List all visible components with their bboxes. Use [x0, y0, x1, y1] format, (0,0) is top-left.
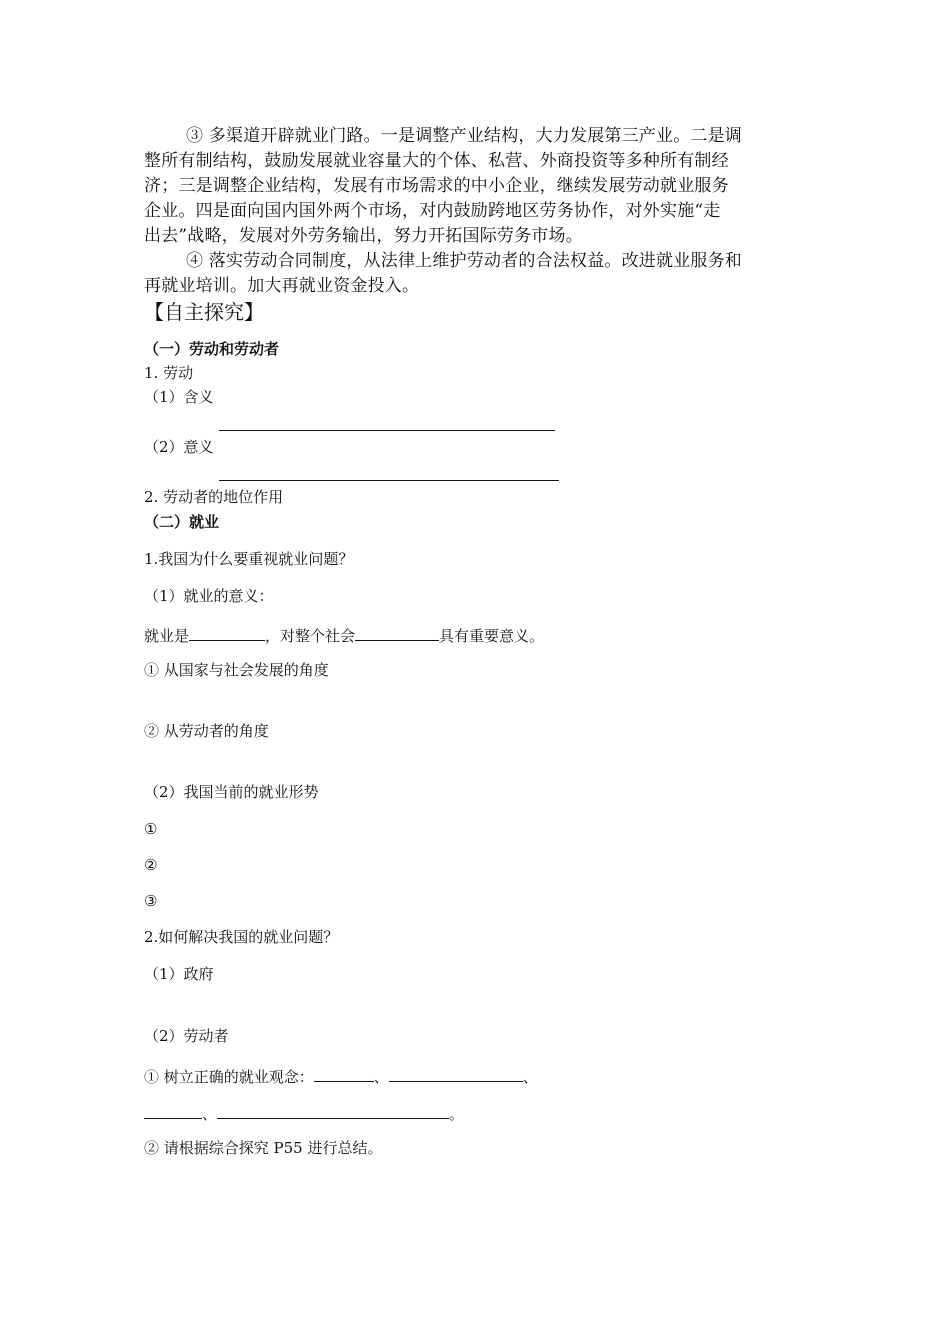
employment-meaning-label: （1）就业的意义：	[144, 587, 274, 605]
employment-concept-line-2	[144, 1104, 464, 1122]
fill-text-a: 就业是	[144, 627, 190, 645]
laborer-label: （2）劳动者	[144, 1027, 229, 1045]
concept-sep-1: 、	[373, 1068, 389, 1086]
section-title: 【自主探究】	[144, 300, 264, 324]
employment-question-2: 2.如何解决我国的就业问题？	[144, 928, 339, 946]
paragraph-4-line-2: 再就业培训。加大再就业资金投入。	[144, 276, 420, 296]
concept-blank-2[interactable]	[389, 1067, 523, 1082]
paragraph-3-line-3: 济；三是调整企业结构，发展有市场需求的中小企业，继续发展劳动就业服务	[144, 176, 729, 196]
paragraph-3-line-4: 企业。四是面向国内国外两个市场，对内鼓励跨地区劳务协作，对外实施“走	[144, 201, 721, 221]
employment-fill-sentence	[144, 626, 544, 644]
paragraph-3-line-2: 整所有制结构，鼓励发展就业容量大的个体、私营、外商投资等多种所有制经	[144, 151, 729, 171]
part-2-title: （二）就业	[144, 513, 220, 531]
government-label: （1）政府	[144, 965, 214, 983]
fill-text-b: ，对整个社会	[265, 627, 356, 645]
employment-concept-line	[144, 1067, 538, 1085]
summary-instruction: ② 请根据综合探究 P55 进行总结。	[144, 1139, 383, 1157]
labor-item: 1. 劳动	[144, 364, 194, 382]
employment-situation-label: （2）我国当前的就业形势	[144, 783, 319, 801]
employment-question-1: 1.我国为什么要重视就业问题？	[144, 550, 354, 568]
part-1-title: （一）劳动和劳动者	[144, 340, 280, 358]
concept-label: ① 树立正确的就业观念：	[144, 1068, 314, 1086]
situation-bullet-3: ③	[144, 892, 158, 910]
laborer-role-item: 2. 劳动者的地位作用	[144, 488, 284, 506]
fill-blank-2[interactable]	[355, 626, 439, 641]
concept-blank-4[interactable]	[217, 1104, 449, 1119]
concept-sep-3: 、	[202, 1105, 218, 1123]
concept-sep-2: 、	[522, 1068, 538, 1086]
significance-answer-line	[219, 480, 559, 481]
labor-significance-label: （2）意义	[144, 438, 214, 456]
angle-national: ① 从国家与社会发展的角度	[144, 661, 329, 679]
concept-end: 。	[449, 1105, 465, 1123]
situation-bullet-1: ①	[144, 820, 158, 838]
meaning-answer-line	[219, 430, 555, 431]
fill-text-c: 具有重要意义。	[439, 627, 545, 645]
situation-bullet-2: ②	[144, 856, 158, 874]
labor-meaning-label: （1）含义	[144, 388, 214, 406]
paragraph-3-line-1: ③ 多渠道开辟就业门路。一是调整产业结构，大力发展第三产业。二是调	[186, 126, 743, 146]
concept-blank-3[interactable]	[144, 1104, 202, 1119]
angle-laborer: ② 从劳动者的角度	[144, 722, 269, 740]
concept-blank-1[interactable]	[314, 1067, 374, 1082]
fill-blank-1[interactable]	[189, 626, 265, 641]
paragraph-4-line-1: ④ 落实劳动合同制度，从法律上维护劳动者的合法权益。改进就业服务和	[186, 251, 743, 271]
paragraph-3-line-5: 出去”战略，发展对外劳务输出，努力开拓国际劳务市场。	[144, 226, 583, 246]
